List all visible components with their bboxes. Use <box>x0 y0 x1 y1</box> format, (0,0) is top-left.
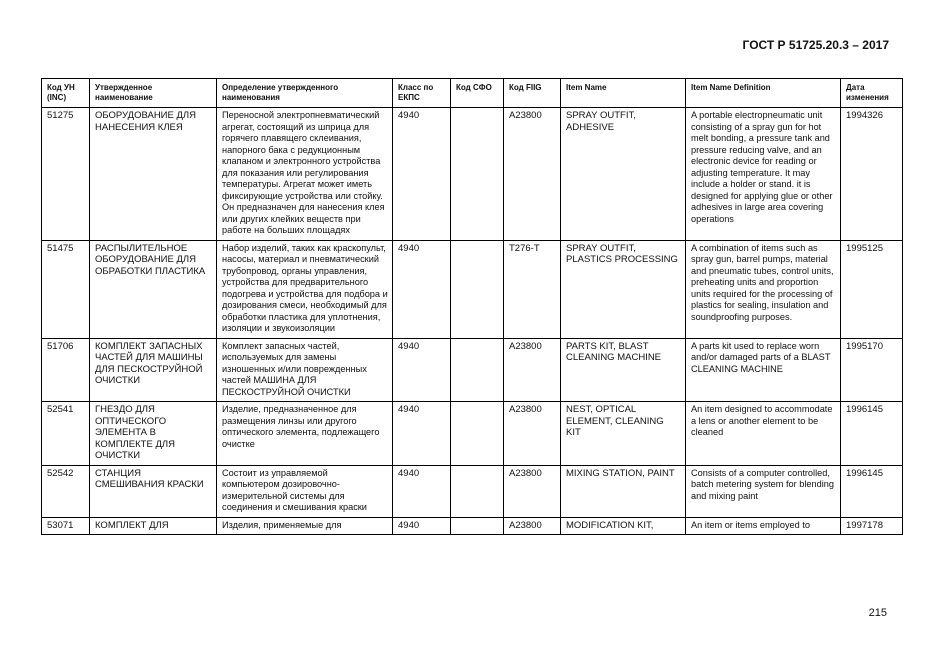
table-row <box>42 108 903 241</box>
cell-inc: 51475 <box>42 240 90 338</box>
column-header-item-name: Item Name <box>561 79 686 108</box>
cell-class: 4940 <box>393 517 451 535</box>
cell-date: 1996145 <box>841 402 903 466</box>
column-header-item-def: Item Name Definition <box>686 79 841 108</box>
cell-item-def: A combination of items such as spray gun, barrel pumps, material and pneumatic tubes, control units, preheating units and proportion units required for the processing of plastics for sealing, insulation and soundproofing purposes. <box>686 240 841 338</box>
cell-item-def: An item designed to accommodate a lens or another element to be cleaned <box>686 402 841 466</box>
cell-class: 4940 <box>393 240 451 338</box>
table-row <box>42 465 903 517</box>
cell-item-name: PARTS KIT, BLAST CLEANING MACHINE <box>561 338 686 402</box>
cell-item-def: An item or items employed to <box>686 517 841 535</box>
cell-inc: 53071 <box>42 517 90 535</box>
cell-date: 1994326 <box>841 108 903 241</box>
cell-fiig: A23800 <box>504 108 561 241</box>
cell-date: 1995170 <box>841 338 903 402</box>
cell-fiig: A23800 <box>504 517 561 535</box>
cell-item-name: SPRAY OUTFIT, PLASTICS PROCESSING <box>561 240 686 338</box>
cell-class: 4940 <box>393 338 451 402</box>
cell-fiig: A23800 <box>504 338 561 402</box>
cell-definition: Изделия, применяемые для <box>217 517 393 535</box>
table-row <box>42 402 903 466</box>
cell-item-name: NEST, OPTICAL ELEMENT, CLEANING KIT <box>561 402 686 466</box>
cell-inc: 52542 <box>42 465 90 517</box>
cell-item-name: MODIFICATION KIT, <box>561 517 686 535</box>
cell-inc: 51275 <box>42 108 90 241</box>
cell-item-def: Consists of a computer controlled, batch metering system for blending and mixing paint <box>686 465 841 517</box>
cell-definition: Изделие, предназначенное для размещения линзы или другого оптического элемента, подлежащего очистке <box>217 402 393 466</box>
cell-item-def: A parts kit used to replace worn and/or damaged parts of a BLAST CLEANING MACHINE <box>686 338 841 402</box>
cell-sfo <box>451 465 504 517</box>
cell-inc: 52541 <box>42 402 90 466</box>
cell-name: ГНЕЗДО ДЛЯ ОПТИЧЕСКОГО ЭЛЕМЕНТА В КОМПЛЕКТЕ ДЛЯ ОЧИСТКИ <box>90 402 217 466</box>
item-names-table <box>41 78 903 535</box>
cell-sfo <box>451 338 504 402</box>
cell-date: 1996145 <box>841 465 903 517</box>
cell-definition: Переносной электропневматический агрегат, состоящий из шприца для горячего плавящего склеивания, напорного бака с редукционным клапаном и электронного устройства для показания или регулирования температуры. Агрегат может иметь фиксирующие устройства или стойку. Он предназначен для нанесения клея или других клейких веществ при работе на больших площадях <box>217 108 393 241</box>
cell-sfo <box>451 240 504 338</box>
document-standard-header: ГОСТ Р 51725.20.3 – 2017 <box>742 38 889 52</box>
cell-name: РАСПЫЛИТЕЛЬНОЕ ОБОРУДОВАНИЕ ДЛЯ ОБРАБОТКИ ПЛАСТИКА <box>90 240 217 338</box>
cell-class: 4940 <box>393 402 451 466</box>
cell-name: СТАНЦИЯ СМЕШИВАНИЯ КРАСКИ <box>90 465 217 517</box>
cell-name: КОМПЛЕКТ ЗАПАСНЫХ ЧАСТЕЙ ДЛЯ МАШИНЫ ДЛЯ ПЕСКОСТРУЙНОЙ ОЧИСТКИ <box>90 338 217 402</box>
column-header-date: Дата изменения <box>841 79 903 108</box>
cell-class: 4940 <box>393 108 451 241</box>
page-number: 215 <box>868 607 887 619</box>
column-header-class: Класс по ЕКПС <box>393 79 451 108</box>
column-header-fiig: Код FIIG <box>504 79 561 108</box>
column-header-definition: Определение утвержденного наименования <box>217 79 393 108</box>
cell-name: ОБОРУДОВАНИЕ ДЛЯ НАНЕСЕНИЯ КЛЕЯ <box>90 108 217 241</box>
cell-date: 1997178 <box>841 517 903 535</box>
cell-inc: 51706 <box>42 338 90 402</box>
cell-item-name: MIXING STATION, PAINT <box>561 465 686 517</box>
cell-sfo <box>451 402 504 466</box>
cell-name: КОМПЛЕКТ ДЛЯ <box>90 517 217 535</box>
cell-sfo <box>451 108 504 241</box>
cell-fiig: A23800 <box>504 465 561 517</box>
cell-item-name: SPRAY OUTFIT, ADHESIVE <box>561 108 686 241</box>
table-header-row <box>42 79 903 108</box>
column-header-inc: Код УН (INC) <box>42 79 90 108</box>
cell-item-def: A portable electropneumatic unit consisting of a spray gun for hot melt bonding, a pressure tank and pressure reducing valve, and an electronic device for reading or adjusting temperature. It may include a holder or stand. it is designed for applying glue or other adhesives in large area covering operations <box>686 108 841 241</box>
cell-definition: Набор изделий, таких как краскопульт, насосы, материал и пневматический трубопровод, органы управления, устройства для предварительного подогрева и устройства для подбора и дозирования смеси, необходимый для обработки пластика для уплотнения, изоляции и звукоизоляции <box>217 240 393 338</box>
table-row <box>42 240 903 338</box>
table-row <box>42 517 903 535</box>
cell-definition: Состоит из управляемой компьютером дозировочно-измерительной системы для соединения и смешивания краски <box>217 465 393 517</box>
cell-date: 1995125 <box>841 240 903 338</box>
cell-class: 4940 <box>393 465 451 517</box>
table-row <box>42 338 903 402</box>
column-header-name: Утвержденное наименование <box>90 79 217 108</box>
cell-fiig: T276-T <box>504 240 561 338</box>
cell-definition: Комплект запасных частей, используемых для замены изношенных и/или поврежденных частей МАШИНА ДЛЯ ПЕСКОСТРУЙНОЙ ОЧИСТКИ <box>217 338 393 402</box>
column-header-sfo: Код СФО <box>451 79 504 108</box>
cell-fiig: A23800 <box>504 402 561 466</box>
cell-sfo <box>451 517 504 535</box>
